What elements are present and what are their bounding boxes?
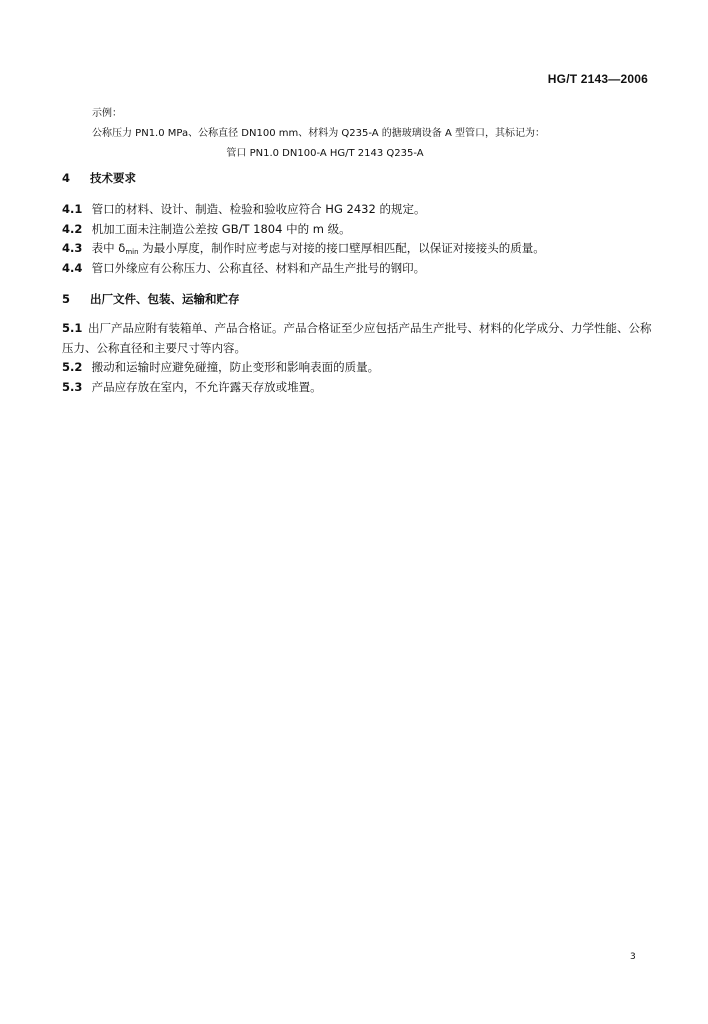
example-line: 公称压力 PN1.0 MPa、公称直径 DN100 mm、材料为 Q235-A 的搪玻璃设备 A 型管口，其标记为：	[92, 128, 545, 139]
clause-text-pre: 表中 δ	[91, 241, 126, 255]
clause-text: 出厂产品应附有装箱单、产品合格证。产品合格证至少应包括产品生产批号、材料的化学成分、力学性能、公称压力、公称直径和主要尺寸等内容。	[62, 321, 652, 355]
clause-subscript: min	[125, 248, 139, 256]
clause-number: 5.1	[62, 321, 83, 335]
clause-number: 4.1	[62, 202, 83, 216]
clause-4-2	[62, 219, 652, 239]
clause-5-3	[62, 377, 652, 397]
clause-text: 管口外缘应有公称压力、公称直径、材料和产品生产批号的钢印。	[91, 261, 426, 275]
clause-text: 管口的材料、设计、制造、检验和验收应符合 HG 2432 的规定。	[91, 202, 426, 216]
standard-code: HG/T 2143—2006	[547, 72, 648, 86]
section-title: 出厂文件、包装、运输和贮存	[90, 292, 240, 306]
clause-text-post: 为最小厚度，制作时应考虑与对接的接口壁厚相匹配，以保证对接接头的质量。	[138, 241, 545, 255]
clause-number: 4.3	[62, 241, 83, 255]
example-block	[92, 104, 652, 164]
clause-number: 4.2	[62, 222, 83, 236]
page-number: 3	[630, 952, 636, 962]
clause-number: 5.2	[62, 360, 83, 374]
clause-4-4	[62, 258, 652, 278]
clause-text: 产品应存放在室内，不允许露天存放或堆置。	[91, 380, 322, 394]
example-marking: 管口 PN1.0 DN100-A HG/T 2143 Q235-A	[226, 148, 424, 159]
section-title: 技术要求	[90, 171, 137, 185]
clause-text: 机加工面未注制造公差按 GB/T 1804 中的 m 级。	[91, 222, 351, 236]
clause-number: 4.4	[62, 261, 83, 275]
clause-4-1	[62, 199, 652, 219]
clause-5-1	[62, 318, 652, 358]
section-number: 4	[62, 171, 71, 185]
section-number: 5	[62, 292, 71, 306]
section-4-heading	[62, 170, 136, 186]
example-label: 示例：	[92, 108, 122, 119]
clause-5-2	[62, 357, 652, 377]
section-5-heading	[62, 291, 240, 307]
clause-text: 搬动和运输时应避免碰撞，防止变形和影响表面的质量。	[91, 360, 380, 374]
clause-number: 5.3	[62, 380, 83, 394]
